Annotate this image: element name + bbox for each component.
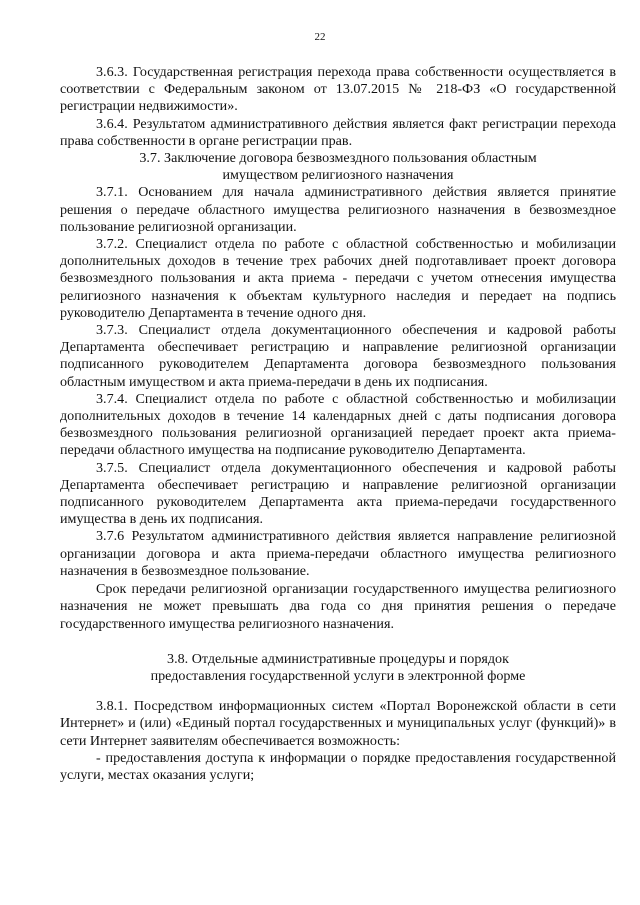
paragraph-3-6-4: 3.6.4. Результатом административного действия является факт регистрации перехода права собственности в органе регистрации прав. bbox=[60, 115, 616, 149]
paragraph-3-7-6: 3.7.6 Результатом административного действия является направление религиозной организации договора и акта приема-передачи областного имущества религиозного назначения в безвозмездное пользование. bbox=[60, 528, 616, 579]
page-number: 22 bbox=[314, 31, 326, 43]
section-heading-3-8-line1: 3.8. Отдельные административные процедуры и порядок bbox=[167, 650, 509, 667]
list-item-access-info: - предоставления доступа к информации о порядке предоставления государственной услуги, местах оказания услуги; bbox=[60, 749, 616, 783]
section-heading-3-7: 3.7. Заключение договора безвозмездного пользования областным имуществом религиозного назначения bbox=[139, 150, 537, 184]
section-heading-3-8-line2: предоставления государственной услуги в электронной форме bbox=[150, 667, 526, 684]
paragraph-3-7-1: 3.7.1. Основанием для начала административного действия является принятие решения о передаче областного имущества религиозного назначения в безвозмездное пользование религиозной организации. bbox=[60, 184, 616, 235]
paragraph-3-6-3: 3.6.3. Государственная регистрация перехода права собственности осуществляется в соответствии с Федеральным законом от 13.07.2015 № 218-ФЗ «О государственной регистрации недвижимости». bbox=[60, 64, 616, 115]
paragraph-3-7-4: 3.7.4. Специалист отдела по работе с областной собственностью и мобилизации дополнительных доходов в течение 14 календарных дней с даты подписания договора безвозмездного пользования религиозной организацией передает проект акта приема-передачи областного имущества на подписание руководителю Департамента. bbox=[60, 390, 616, 459]
document-body bbox=[60, 64, 616, 784]
paragraph-3-8-1: 3.8.1. Посредством информационных систем «Портал Воронежской области в сети Интернет» и (или) «Единый портал государственных и муниципальных услуг (функций)» в сети Интернет заявителям обеспечивается возможность: bbox=[60, 698, 616, 749]
paragraph-3-7-5: 3.7.5. Специалист отдела документационного обеспечения и кадровой работы Департамента обеспечивает регистрацию и направление религиозной организации подписанного руководителем Департамента акта приема-передачи государственного имущества в день их подписания. bbox=[60, 459, 616, 528]
paragraph-3-7-2: 3.7.2. Специалист отдела по работе с областной собственностью и мобилизации дополнительных доходов в течение трех рабочих дней подготавливает проект договора безвозмездного пользования и акта приема - передачи с учетом отнесения имущества религиозного назначения к объектам культурного наследия и передает на подпись руководителю Департамента в течение одного дня. bbox=[60, 236, 616, 321]
paragraph-3-7-3: 3.7.3. Специалист отдела документационного обеспечения и кадровой работы Департамента обеспечивает регистрацию и направление религиозной организации подписанного руководителем Департамента договора безвозмездного пользования областным имуществом и акта приема-передачи в день их подписания. bbox=[60, 322, 616, 390]
paragraph-transfer-term: Срок передачи религиозной организации государственного имущества религиозного назначения не может превышать два года со дня принятия решения о передаче государственного имущества религиозного назначения. bbox=[60, 581, 616, 632]
